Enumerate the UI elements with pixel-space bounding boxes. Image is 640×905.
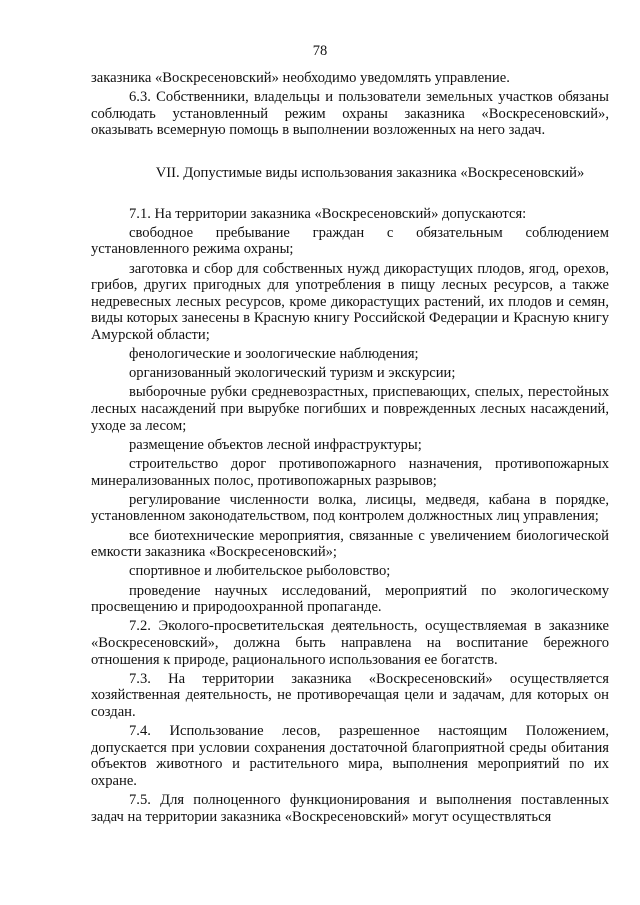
list-item: фенологические и зоологические наблюдения; [129, 346, 419, 363]
paragraph-7-3: 7.3. На территории заказника «Воскресеновский» осуществляется хозяйственная деятельность, не противоречащая цели и задачам, для которых он создан. [91, 670, 609, 720]
list-item: свободное пребывание граждан с обязательным соблюдением установленного режима охраны; [91, 224, 609, 258]
paragraph-7-4: 7.4. Использование лесов, разрешенное настоящим Положением, допускается при условии сохранения достаточной благоприятной среды обитания объектов животного и растительного мира, выполнения мероприятий по их охране. [91, 723, 609, 789]
paragraph-7-1: 7.1. На территории заказника «Воскресеновский» допускаются: [129, 205, 527, 222]
list-item: организованный экологический туризм и экскурсии; [129, 365, 456, 382]
paragraph-6-3: 6.3. Собственники, владельцы и пользователи земельных участков обязаны соблюдать установленный режим охраны заказника «Воскресеновский», оказывать всемерную помощь в выполнении возложенных на него задач. [91, 89, 609, 139]
list-item: спортивное и любительское рыболовство; [129, 563, 391, 580]
paragraph-continuation: заказника «Воскресеновский» необходимо уведомлять управление. [91, 70, 510, 86]
paragraph-7-5: 7.5. Для полноценного функционирования и выполнения поставленных задач на территории заказника «Воскресеновский» могут осуществляться [91, 792, 609, 825]
list-item: строительство дорог противопожарного назначения, противопожарных минерализованных полос, противопожарных разрывов; [91, 456, 609, 489]
paragraph-7-2: 7.2. Эколого-просветительская деятельность, осуществляемая в заказнике «Воскресеновский», должна быть направлена на воспитание бережного отношения к природе, рационального использования ее богатств. [91, 618, 609, 668]
list-item: все биотехнические мероприятия, связанные с увеличением биологической емкости заказника «Воскресеновский»; [91, 527, 609, 561]
page-number: 78 [312, 43, 328, 59]
list-item: регулирование численности волка, лисицы, медведя, кабана в порядке, установленном законодательством, под контролем должностных лиц управления; [91, 491, 609, 525]
list-item: размещение объектов лесной инфраструктуры; [129, 436, 422, 453]
list-item: проведение научных исследований, мероприятий по экологическому просвещению и природоохранной пропаганде. [91, 582, 609, 616]
document-body [91, 70, 609, 828]
list-item: заготовка и сбор для собственных нужд дикорастущих плодов, ягод, орехов, грибов, других пригодных для употребления в пищу лесных ресурсов, а также недревесных лесных ресурсов, кроме дикорастущих растений, их плодов и семян, виды которых занесены в Красную книгу Российской Федерации и Красную книгу Амурской области; [91, 260, 609, 343]
section-heading: VII. Допустимые виды использования заказника «Воскресеновский» [155, 164, 585, 181]
list-item: выборочные рубки средневозрастных, приспевающих, спелых, перестойных лесных насаждений при вырубке погибших и поврежденных лесных насаждений, уходе за лесом; [91, 384, 609, 434]
